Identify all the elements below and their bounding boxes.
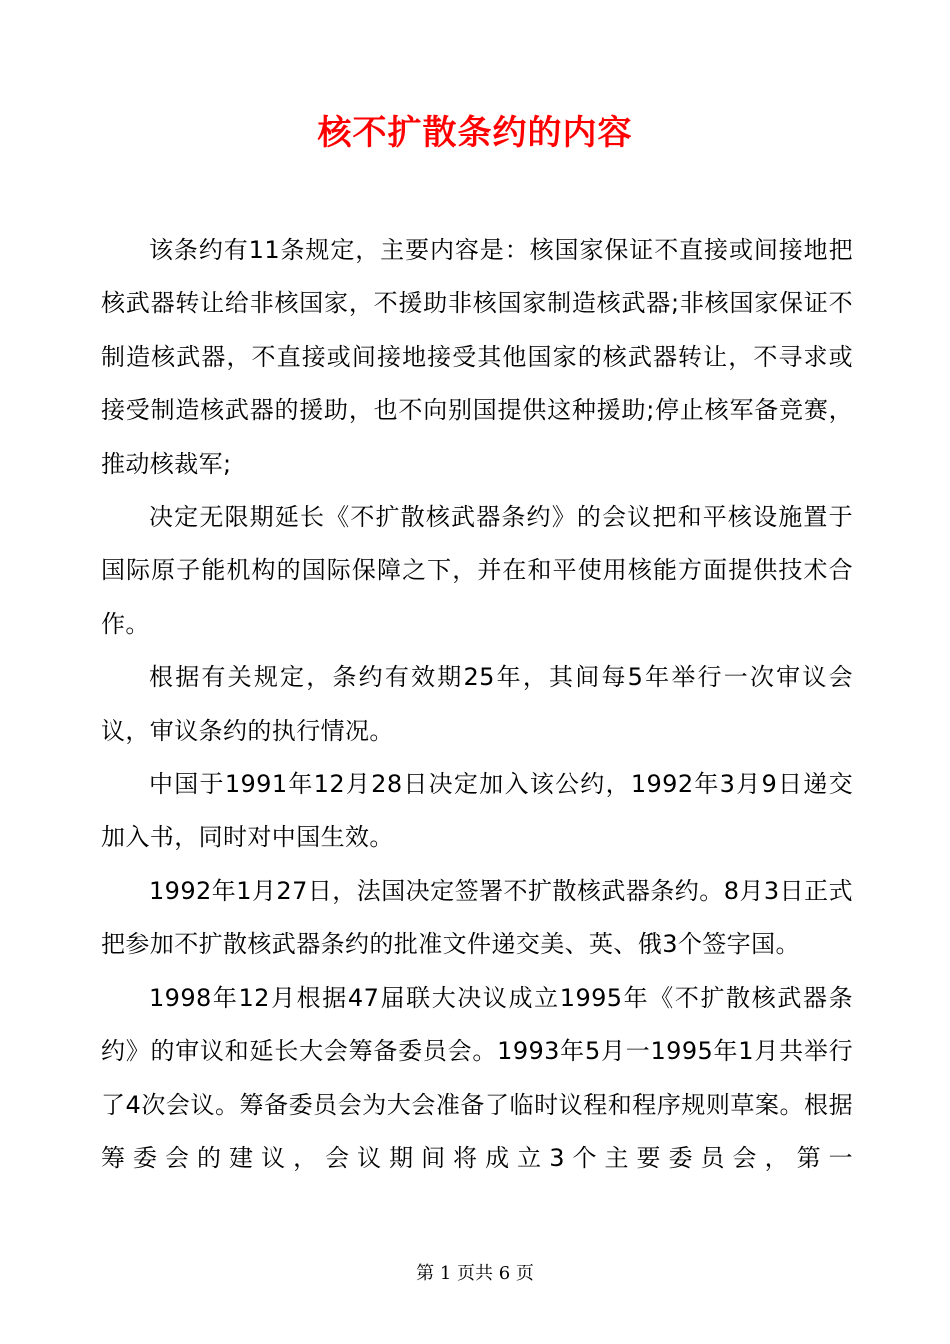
paragraph-5: 1992年1月27日，法国决定签署不扩散核武器条约。8月3日正式把参加不扩散核武器条约的批准文件递交美、英、俄3个签字国。 — [101, 876, 853, 959]
document-title: 核不扩散条约的内容 — [317, 113, 633, 153]
paragraph-4: 中国于1991年12月28日决定加入该公约，1992年3月9日递交加入书，同时对中国生效。 — [101, 770, 853, 852]
paragraph-3: 根据有关规定，条约有效期25年，其间每5年举行一次审议会议，审议条约的执行情况。 — [101, 663, 853, 745]
paragraph-1: 该条约有11条规定，主要内容是：核国家保证不直接或间接地把核武器转让给非核国家，不援助非核国家制造核武器;非核国家保证不制造核武器，不直接或间接地接受其他国家的核武器转让，不寻求或接受制造核武器的援助，也不向别国提供这种援助;停止核军备竞赛，推动核裁军; — [101, 236, 853, 478]
paragraph-2: 决定无限期延长《不扩散核武器条约》的会议把和平核设施置于国际原子能机构的国际保障之下，并在和平使用核能方面提供技术合作。 — [101, 503, 853, 638]
paragraph-6: 1998年12月根据47届联大决议成立1995年《不扩散核武器条约》的审议和延长大会筹备委员会。1993年5月一1995年1月共举行了4次会议。筹备委员会为大会准备了临时议程和程序规则草案。根据筹委会的建议，会议期间将成立3个主要委员会，第一 — [101, 983, 853, 1172]
page-footer: 第 1 页共 6 页 — [416, 1263, 534, 1284]
document-body — [101, 224, 853, 1185]
